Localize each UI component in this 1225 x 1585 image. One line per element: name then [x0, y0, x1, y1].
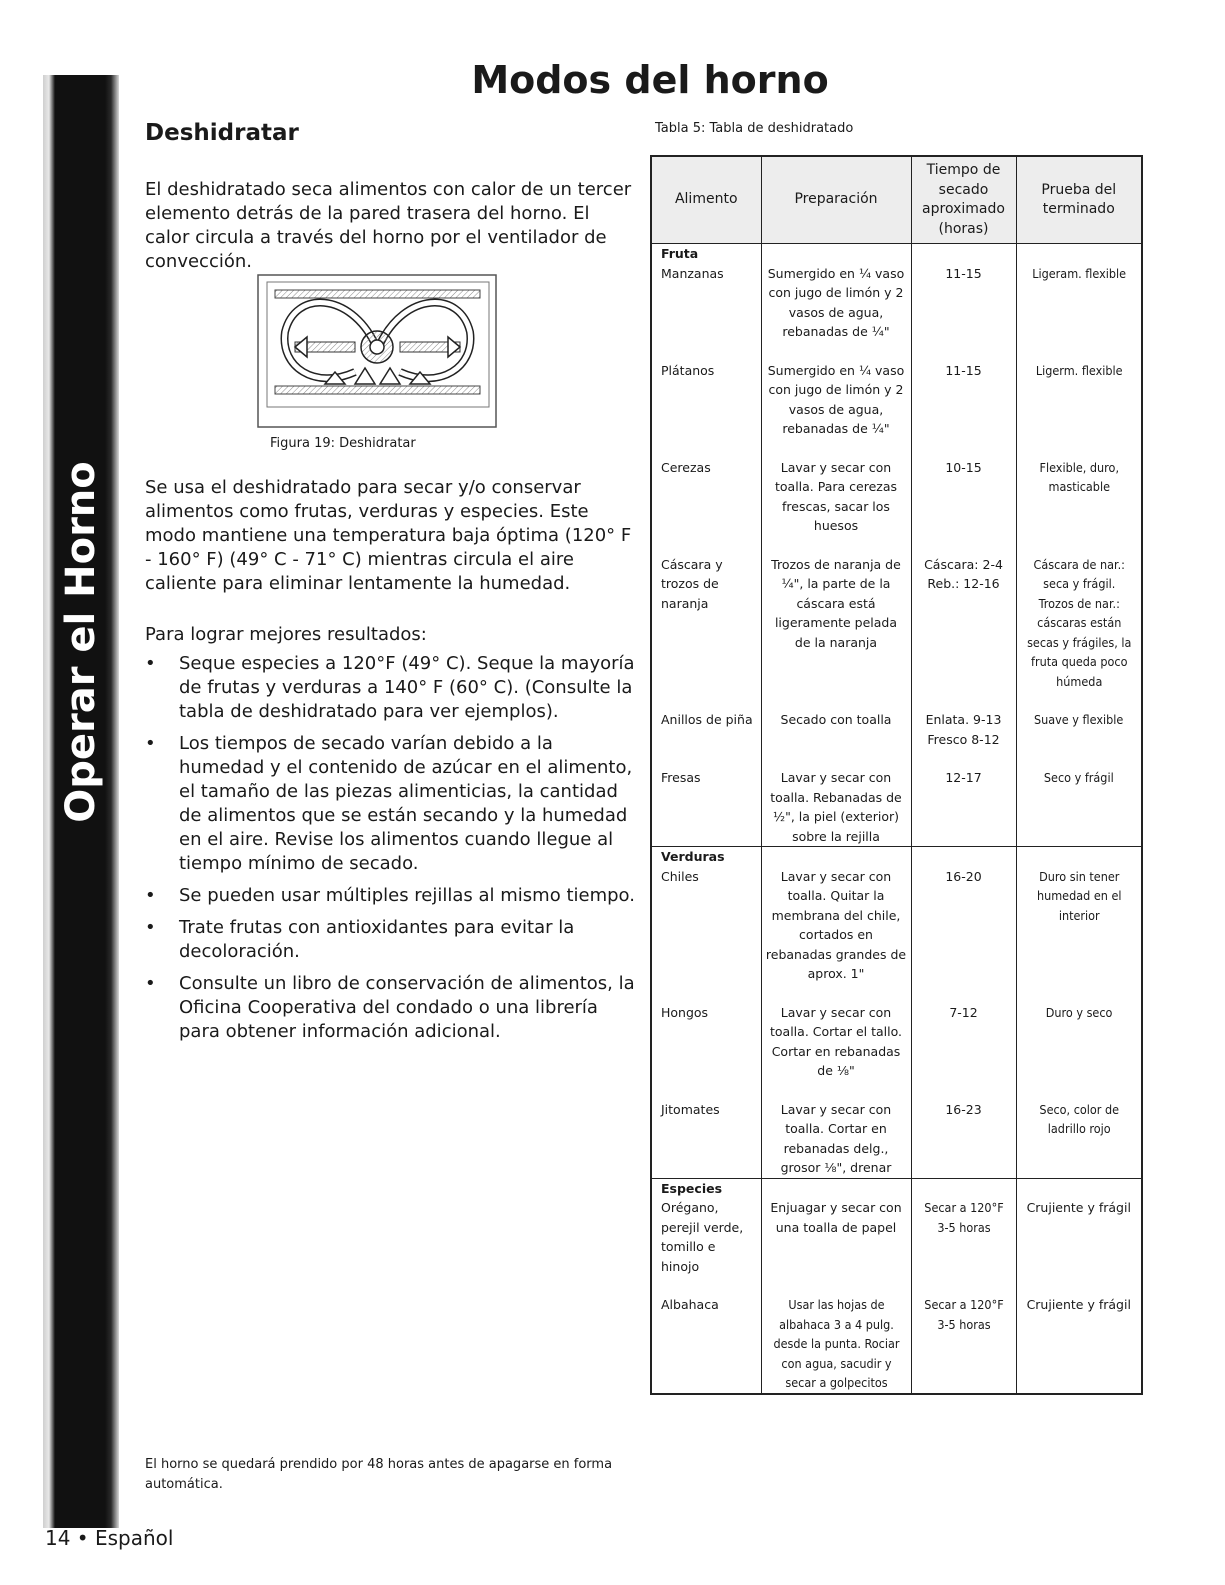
- side-tab-label: Operar el Horno: [58, 461, 104, 823]
- time-cell: 16-23: [911, 1100, 1016, 1179]
- tip-item: • Trate frutas con antioxidantes para evitar la decoloración.: [145, 917, 575, 962]
- food-cell: Jitomates: [651, 1100, 761, 1179]
- test-cell: Duro sin tener humedad en el interior: [1036, 868, 1122, 923]
- time-cell: Enlata. 9-13 Fresco 8-12: [911, 710, 1016, 749]
- group-label-especies: Especies: [661, 1180, 723, 1196]
- prep-cell: Lavar y secar con toalla. Quitar la membrana del chile, cortados en rebanadas grandes de aprox. 1": [761, 847, 911, 984]
- food-cell: Anillos de piña: [651, 710, 761, 749]
- dehydrate-figure: [255, 272, 500, 432]
- prep-cell: Lavar y secar con toalla. Para cerezas frescas, sacar los huesos: [761, 458, 911, 536]
- header-preparation: Preparación: [761, 156, 911, 244]
- food-cell: Cerezas: [651, 458, 761, 536]
- test-cell: Ligeram. flexible: [1031, 265, 1126, 281]
- time-cell: 7-12: [911, 1003, 1016, 1081]
- header-food: Alimento: [651, 156, 761, 244]
- time-cell: Cáscara: 2-4 Reb.: 12-16: [911, 555, 1016, 692]
- footnote: El horno se quedará prendido por 48 horas antes de apagarse en forma automática.: [145, 1457, 613, 1492]
- table-row: [651, 1003, 1142, 1081]
- prep-cell: Lavar y secar con toalla. Cortar el tallo. Cortar en rebanadas de ⅛": [761, 1003, 911, 1081]
- header-drying-time: Tiempo de secado aproximado (horas): [911, 156, 1016, 244]
- time-cell: 11-15: [911, 244, 1016, 342]
- section-heading: Deshidratar: [145, 120, 299, 146]
- group-label-fruta: Fruta: [661, 246, 699, 261]
- table-header-row: [651, 156, 1142, 244]
- test-cell: Suave y flexible: [1034, 712, 1124, 727]
- food-cell: Fresas: [651, 768, 761, 847]
- table-row: [651, 1100, 1142, 1179]
- table-row: [651, 1295, 1142, 1394]
- time-cell: 11-15: [911, 361, 1016, 439]
- food-cell: Cáscara y trozos de naranja: [651, 555, 761, 692]
- test-cell: Seco y frágil: [1043, 770, 1114, 785]
- dehydrating-table: [650, 155, 1143, 1395]
- page-footer: 14 • Español: [45, 1526, 174, 1550]
- table-row: [651, 847, 1142, 984]
- test-cell: Flexible, duro, masticable: [1038, 459, 1119, 494]
- time-cell: 16-20: [911, 847, 1016, 984]
- table-row: [651, 244, 1142, 342]
- prep-cell: Usar las hojas de albahaca 3 a 4 pulg. desde la punta. Rociar con agua, sacudir y secar a golpecitos: [772, 1297, 900, 1390]
- tip-item: • Seque especies a 120°F (49° C). Seque la mayoría de frutas y verduras a 140° F (60° C). (Consulte la tabla de deshidratado para ver ejemplos).: [145, 653, 635, 722]
- test-cell: Crujiente y frágil: [1016, 1295, 1142, 1394]
- intro-paragraph: El deshidratado seca alimentos con calor de un tercer elemento detrás de la pared trasera del horno. El calor circula a través del horno por el ventilador de convección.: [145, 179, 632, 272]
- time-cell: 10-15: [911, 458, 1016, 536]
- prep-cell: Lavar y secar con toalla. Rebanadas de ½", la piel (exterior) sobre la rejilla: [761, 768, 911, 847]
- table-row: [651, 361, 1142, 439]
- test-cell: Cáscara de nar.: seca y frágil. Trozos de nar.: cáscaras están secas y frágiles, la fruta queda poco húmeda: [1026, 556, 1131, 689]
- usage-paragraph: Se usa el deshidratado para secar y/o conservar alimentos como frutas, verduras y especies. Este modo mantiene una temperatura baja óptima (120° F - 160° F) (49° C - 71° C) mientras circula el aire caliente para eliminar lentamente la humedad.: [145, 477, 632, 594]
- table-row: [651, 458, 1142, 536]
- food-cell: Hongos: [651, 1003, 761, 1081]
- food-cell: Chiles: [661, 868, 699, 884]
- test-cell: Crujiente y frágil: [1016, 1178, 1142, 1276]
- group-label-verduras: Verduras: [661, 849, 725, 864]
- prep-cell: Sumergido en ¼ vaso con jugo de limón y 2 vasos de agua, rebanadas de ¼": [761, 361, 911, 439]
- page-title: Modos del horno: [471, 58, 829, 102]
- time-cell: Secar a 120°F 3-5 horas: [923, 1297, 1004, 1332]
- test-cell: Ligerm. flexible: [1035, 362, 1123, 378]
- table-caption: Tabla 5: Tabla de deshidratado: [655, 121, 854, 136]
- table-row: [651, 555, 1142, 692]
- food-cell: Plátanos: [651, 361, 761, 439]
- test-cell: Seco, color de ladrillo rojo: [1038, 1101, 1119, 1136]
- table-row: [651, 710, 1142, 749]
- tip-item: • Los tiempos de secado varían debido a la humedad y el contenido de azúcar en el alimento, el tamaño de las piezas alimenticias, la cantidad de alimentos que se están secando y la humedad en el aire. Revise los alimentos cuando llegue al tiempo mínimo de secado.: [145, 733, 633, 874]
- tips-list: [145, 652, 635, 1052]
- tip-item: • Consulte un libro de conservación de alimentos, la Oficina Cooperativa del condado o una librería para obtener información adicional.: [145, 973, 635, 1042]
- header-doneness-test: Prueba del terminado: [1016, 156, 1142, 244]
- prep-cell: Lavar y secar con toalla. Cortar en rebanadas delg., grosor ⅛", drenar: [761, 1100, 911, 1179]
- food-cell: Manzanas: [661, 265, 724, 281]
- figure-caption: Figura 19: Deshidratar: [270, 436, 416, 451]
- food-cell: Orégano, perejil verde, tomillo e hinojo: [661, 1200, 744, 1274]
- time-cell: Secar a 120°F 3-5 horas: [923, 1200, 1004, 1235]
- tip-item: • Se pueden usar múltiples rejillas al mismo tiempo.: [145, 885, 635, 906]
- time-cell: 12-17: [911, 768, 1016, 847]
- food-cell: Albahaca: [651, 1295, 761, 1394]
- table-row: [651, 768, 1142, 847]
- prep-cell: Secado con toalla: [761, 710, 911, 749]
- prep-cell: Trozos de naranja de ¼", la parte de la cáscara está ligeramente pelada de la naranja: [761, 555, 911, 692]
- test-cell: Duro y seco: [1045, 1004, 1113, 1020]
- prep-cell: Sumergido en ¼ vaso con jugo de limón y 2 vasos de agua, rebanadas de ¼": [761, 244, 911, 342]
- tips-heading: Para lograr mejores resultados:: [145, 624, 427, 645]
- table-row: [651, 1178, 1142, 1276]
- prep-cell: Enjuagar y secar con una toalla de papel: [761, 1178, 911, 1276]
